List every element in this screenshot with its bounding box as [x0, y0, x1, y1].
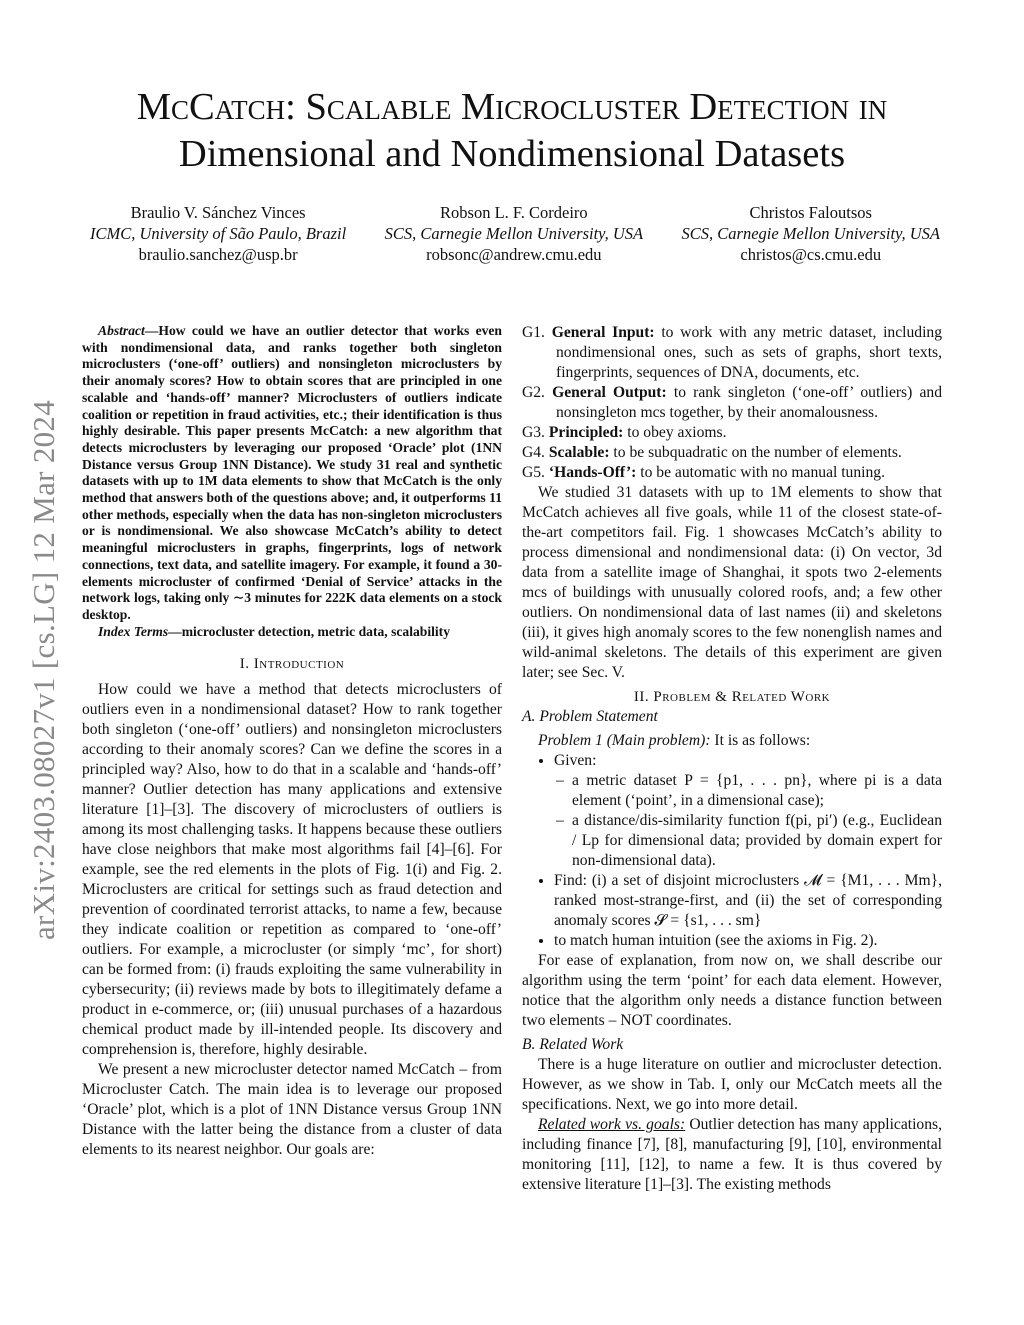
goal-name: ‘Hands-Off’: — [548, 464, 637, 481]
related-goals-label: Related work vs. goals: — [538, 1116, 686, 1133]
problem-label: Problem 1 (Main problem): — [538, 732, 711, 749]
abstract — [82, 323, 502, 624]
goal-name: General Output: — [552, 384, 667, 401]
index-terms-text: microcluster detection, metric data, scalability — [181, 623, 451, 639]
goal-item — [522, 423, 942, 443]
goal-name: Scalable: — [548, 444, 610, 461]
goal-name: Principled: — [548, 424, 624, 441]
goals-summary-paragraph: We studied 31 datasets with up to 1M elements to show that McCatch achieves all five goals, while 11 of the closest state-of-the-art competitors fail. Fig. 1 showcases McCatch’s ability to process dimensional and nondimensional data: (i) On vector, 3d data from a satellite image of Shanghai, it spots two 2-elements mcs of buildings with unusually colored roofs, and; a few other outliers. On nondimensional data of last names (ii) and skeletons (iii), it gives high anomaly scores to the few nonenglish names and wild-animal skeletons. The details of this experiment are given later; see Sec. V. — [522, 484, 942, 681]
goal-item — [522, 383, 942, 423]
abstract-label: Abstract— — [98, 323, 159, 338]
intro-paragraph-2: We present a new microcluster detector named McCatch – from Microcluster Catch. The main idea is to leverage our proposed ‘Oracle’ plot, which is a plot of 1NN Distance versus Group 1NN Distance with the latter being the distance from a cluster of data elements to its nearest neighbor. Our goals are: — [82, 1061, 502, 1159]
title-line-1: McCatch: Scalable Microcluster Detection in — [136, 86, 888, 128]
author-2 — [385, 202, 643, 265]
problem-definition — [522, 731, 942, 751]
goal-name: General Input: — [551, 324, 655, 341]
goal-text: to be automatic with no manual tuning. — [640, 464, 885, 481]
author-email[interactable]: christos@cs.cmu.edu — [740, 245, 882, 264]
given-sublist — [554, 771, 942, 871]
goals-list — [522, 323, 942, 483]
author-affiliation: ICMC, University of São Paulo, Brazil — [90, 224, 347, 243]
author-affiliation: SCS, Carnegie Mellon University, USA — [384, 224, 644, 243]
goal-item — [522, 463, 942, 483]
goal-id: G3. — [522, 424, 545, 441]
goal-id: G4. — [522, 444, 545, 461]
goal-text: to be subquadratic on the number of elements. — [613, 444, 902, 461]
goal-item — [522, 443, 942, 463]
abstract-text: How could we have an outlier detector that works even with nondimensional data, and ranks together both singleton microclusters (‘one-off’ outliers) and nonsingleton microclusters by their anomaly scores? How to obtain scores that are principled in one scalable and ‘hands-off’ manner? Microclusters of outliers indicate coalition or repetition in fraud activities, etc.; their identification is thus highly desirable. This paper presents McCatch: a new algorithm that detects microclusters by leveraging our proposed ‘Oracle’ plot (1NN Distance versus Group 1NN Distance). We study 31 real and synthetic datasets with up to 1M data elements to show that McCatch is the only method that answers both of the questions above; and, it outperforms 11 other methods, especially when the data has non-singleton microclusters or is nondimensional. We also showcase McCatch’s ability to detect meaningful microclusters in graphs, fingerprints, logs of network connections, text data, and satellite imagery. For example, it found a 30-elements microcluster of confirmed ‘Denial of Service’ attacks in the network logs, taking only ∼3 minutes for 222K data elements on a stock desktop. — [82, 323, 502, 622]
subsection-problem-statement: A. Problem Statement — [522, 708, 658, 725]
match-item: • to match human intuition (see the axioms in Fig. 2). — [554, 931, 942, 951]
problem-intro: It is as follows: — [714, 732, 811, 749]
author-email[interactable]: braulio.sanchez@usp.br — [138, 245, 298, 264]
left-column — [82, 323, 502, 1160]
paper-title — [0, 84, 1024, 178]
index-terms-label: Index Terms— — [98, 623, 182, 639]
index-terms — [82, 624, 502, 641]
goal-item — [522, 323, 942, 383]
find-item: • Find: (i) a set of disjoint microclusters 𝓜 = {M1, . . . Mm}, ranked most-strange-first, and (ii) the set of corresponding anomaly scores 𝓢 = {s1, . . . sm} — [554, 871, 942, 931]
goal-text: to work with any metric dataset, including nondimensional ones, such as sets of graphs, short texts, fingerprints, sequences of DNA, documents, etc. — [556, 324, 942, 381]
author-name: Braulio V. Sánchez Vinces — [130, 203, 306, 222]
section-heading-problem: II. Problem & Related Work — [633, 689, 831, 705]
given-label: Given: — [554, 752, 597, 769]
problem-list — [522, 751, 942, 951]
goal-id: G5. — [522, 464, 545, 481]
goal-id: G1. — [522, 324, 545, 341]
given-subitem: – a metric dataset P = {p1, . . . pn}, where pi is a data element (‘point’, in a dimensional case); — [572, 771, 942, 811]
given-subitem: – a distance/dis-similarity function f(pi, pi′) (e.g., Euclidean / Lp for dimensional data; provided by domain expert for non-dimensional data). — [572, 811, 942, 871]
arxiv-watermark: arXiv:2403.08027v1 [cs.LG] 12 Mar 2024 — [26, 399, 61, 940]
author-email[interactable]: robsonc@andrew.cmu.edu — [426, 245, 602, 264]
subsection-related-work: B. Related Work — [522, 1036, 624, 1053]
goal-text: to obey axioms. — [627, 424, 727, 441]
author-list — [90, 202, 940, 265]
given-item — [554, 751, 942, 871]
goal-id: G2. — [522, 384, 545, 401]
goal-text: to rank singleton (‘one-off’ outliers) and nonsingleton mcs together, by their anomalousness. — [556, 384, 942, 421]
author-name: Robson L. F. Cordeiro — [440, 203, 588, 222]
intro-paragraph-1: How could we have a method that detects microclusters of outliers even in a nondimensional dataset? How to rank together both singleton (‘one-off’ outliers) and nonsingleton microclusters according to their anomaly scores? Can we define the scores in a principled way? Also, how to do that in a scalable and ‘hands-off’ manner? Outlier detection has many applications and extensive literature [1]–[3]. The discovery of microclusters of outliers is among its most challenging tasks. It happens because these outliers have close neighbors that make most algorithms fail [4]–[6]. For example, see the red elements in the plots of Fig. 1(i) and Fig. 2. Microclusters are critical for settings such as fraud detection and prevention of coordinated terrorist attacks, to name a few, because they indicate coalition or repetition as compared to ‘one-off’ outliers. For example, a microcluster (or simply ‘mc’, for short) can be formed from: (i) frauds exploiting the same vulnerability in cybersecurity; (ii) reviews made by bots to illegitimately defame a product in e-commerce, or; (iii) unusual purchases of a hazardous chemical product made by ill-intended people. Its discovery and comprehension is, therefore, highly desirable. — [82, 681, 502, 1059]
section-heading-introduction: I. Introduction — [239, 656, 345, 673]
ease-paragraph: For ease of explanation, from now on, we shall describe our algorithm using the term ‘point’ for each data element. However, notice that the algorithm only needs a distance function between two elements – NOT coordinates. — [522, 952, 942, 1029]
related-goals-text: Outlier detection has many applications, including finance [7], [8], manufacturing [9], [10], environmental monitoring [11], [12], to name a few. It is thus covered by extensive literature [1]–[3]. The existing methods — [522, 1116, 942, 1193]
right-column — [522, 323, 942, 1195]
author-name: Christos Faloutsos — [749, 203, 872, 222]
author-1 — [90, 202, 346, 265]
author-affiliation: SCS, Carnegie Mellon University, USA — [681, 224, 940, 243]
author-3 — [682, 202, 940, 265]
related-paragraph: There is a huge literature on outlier and microcluster detection. However, as we show in Tab. I, only our McCatch meets all the specifications. Next, we go into more detail. — [522, 1056, 942, 1113]
title-line-2: Dimensional and Nondimensional Datasets — [178, 133, 846, 175]
related-goals-paragraph — [522, 1115, 942, 1195]
